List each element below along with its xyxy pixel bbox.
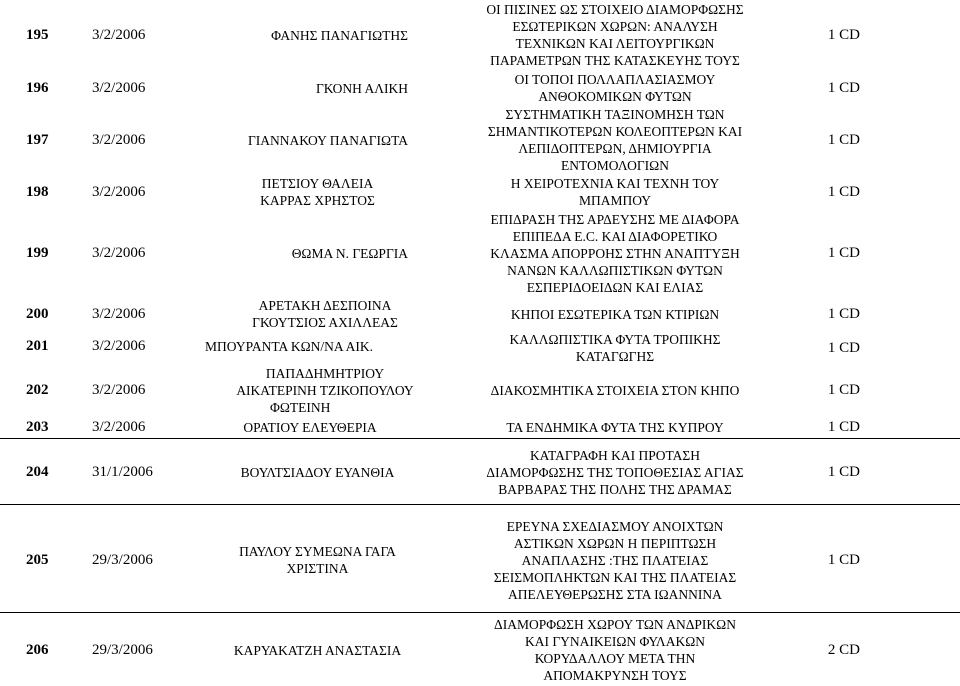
- record-number: 198: [26, 183, 49, 200]
- media-count: 1 CD: [827, 339, 860, 356]
- thesis-title: [440, 0, 790, 70]
- author-line: ΜΠΟΥΡΑΝΤΑ ΚΩΝ/ΝΑ ΑΙΚ.: [205, 338, 373, 354]
- record-date: 31/1/2006: [92, 463, 153, 480]
- record-number: 200: [26, 305, 49, 322]
- author-line: ΓΚΟΥΤΣΙΟΣ ΑΧΙΛΛΕΑΣ: [252, 315, 398, 330]
- title-line: ΔΙΑΜΟΡΦΩΣΗ ΧΩΡΟΥ ΤΩΝ ΑΝΔΡΙΚΩΝ: [494, 617, 736, 632]
- thesis-title: [440, 416, 790, 438]
- author-line: ΘΩΜΑ Ν. ΓΕΩΡΓΙΑ: [291, 245, 408, 261]
- author-line: ΠΑΠΑΔΗΜΗΤΡΙΟΥ: [265, 365, 385, 381]
- record-date: 3/2/2006: [92, 26, 146, 43]
- record-number: 203: [26, 418, 49, 435]
- table-row: [0, 174, 960, 210]
- thesis-title: [440, 332, 790, 364]
- table-row: [0, 70, 960, 106]
- table-row: [0, 296, 960, 332]
- author-name: [205, 106, 408, 174]
- author-name: [205, 510, 430, 610]
- title-line: ΚΛΑΣΜΑ ΑΠΟΡΡΟΗΣ ΣΤΗΝ ΑΝΑΠΤΥΞΗ: [490, 245, 740, 261]
- title-line: ΑΝΘΟΚΟΜΙΚΩΝ ΦΥΤΩΝ: [538, 89, 692, 104]
- media-count: 1 CD: [827, 26, 860, 43]
- record-date: 3/2/2006: [92, 418, 146, 435]
- record-date: 3/2/2006: [92, 244, 146, 261]
- title-line: ΛΕΠΙΔΟΠΤΕΡΩΝ, ΔΗΜΙΟΥΡΓΙΑ: [518, 141, 712, 156]
- author-line: ΦΩΤΕΙΝΗ: [270, 399, 331, 415]
- author-line: ΦΑΝΗΣ ΠΑΝΑΓΙΩΤΗΣ: [271, 27, 408, 43]
- record-number: 204: [26, 463, 49, 480]
- author-line: ΓΙΑΝΝΑΚΟΥ ΠΑΝΑΓΙΩΤΑ: [247, 132, 408, 148]
- author-name: [205, 296, 445, 332]
- thesis-title: [440, 296, 790, 332]
- title-line: ΟΙ ΠΙΣΙΝΕΣ ΩΣ ΣΤΟΙΧΕΙΟ ΔΙΑΜΟΡΦΩΣΗΣ: [486, 2, 744, 17]
- title-line: ΚΑΤΑΓΩΓΗΣ: [575, 349, 655, 364]
- author-line: ΚΑΡΥΑΚΑΤΖΗ ΑΝΑΣΤΑΣΙΑ: [233, 642, 402, 658]
- title-line: ΚΑΛΛΩΠΙΣΤΙΚΑ ΦΥΤΑ ΤΡΟΠΙΚΗΣ: [509, 332, 721, 347]
- author-name: [205, 364, 445, 416]
- record-number: 197: [26, 131, 49, 148]
- title-line: ΣΥΣΤΗΜΑΤΙΚΗ ΤΑΞΙΝΟΜΗΣΗ ΤΩΝ: [505, 107, 725, 122]
- media-count: 1 CD: [827, 551, 860, 568]
- media-count: 2 CD: [827, 641, 860, 658]
- table-row: [0, 210, 960, 296]
- thesis-title: [440, 440, 790, 504]
- record-number: 196: [26, 79, 49, 96]
- record-number: 205: [26, 551, 49, 568]
- title-line: ΚΑΙ ΓΥΝΑΙΚΕΙΩΝ ΦΥΛΑΚΩΝ: [524, 634, 706, 649]
- author-name: [205, 440, 430, 504]
- author-name: [205, 416, 415, 438]
- author-line: ΓΚΟΝΗ ΑΛΙΚΗ: [315, 80, 408, 96]
- author-name: [205, 174, 430, 210]
- title-line: ΚΗΠΟΙ ΕΣΩΤΕΡΙΚΑ ΤΩΝ ΚΤΙΡΙΩΝ: [510, 306, 720, 322]
- thesis-title: [440, 364, 790, 416]
- title-line: ΣΕΙΣΜΟΠΛΗΚΤΩΝ ΚΑΙ ΤΗΣ ΠΛΑΤΕΙΑΣ: [493, 569, 737, 585]
- media-count: 1 CD: [827, 131, 860, 148]
- record-date: 3/2/2006: [92, 381, 146, 398]
- row-divider: [0, 504, 960, 505]
- title-line: ΤΕΧΝΙΚΩΝ ΚΑΙ ΛΕΙΤΟΥΡΓΙΚΩΝ: [515, 36, 715, 51]
- author-name: [205, 332, 445, 360]
- author-line: ΚΑΡΡΑΣ ΧΡΗΣΤΟΣ: [260, 193, 375, 208]
- author-name: [205, 614, 430, 686]
- record-number: 202: [26, 381, 49, 398]
- author-line: ΠΕΤΣΙΟΥ ΘΑΛΕΙΑ: [261, 176, 374, 191]
- title-line: ΑΝΑΠΛΑΣΗΣ :ΤΗΣ ΠΛΑΤΕΙΑΣ: [521, 552, 709, 568]
- table-row: [0, 106, 960, 174]
- record-date: 3/2/2006: [92, 305, 146, 322]
- title-line: ΚΑΤΑΓΡΑΦΗ ΚΑΙ ΠΡΟΤΑΣΗ: [529, 447, 701, 463]
- author-name: [205, 210, 408, 296]
- thesis-title: [440, 510, 790, 610]
- title-line: ΕΣΩΤΕΡΙΚΩΝ ΧΩΡΩΝ: ΑΝΑΛΥΣΗ: [512, 19, 718, 34]
- record-number: 206: [26, 641, 49, 658]
- title-line: ΚΟΡΥΔΑΛΛΟΥ ΜΕΤΑ ΤΗΝ: [534, 651, 696, 666]
- title-line: Η ΧΕΙΡΟΤΕΧΝΙΑ ΚΑΙ ΤΕΧΝΗ ΤΟΥ: [510, 176, 720, 191]
- author-line: ΑΡΕΤΑΚΗ ΔΕΣΠΟΙΝΑ: [258, 298, 392, 313]
- record-date: 3/2/2006: [92, 183, 146, 200]
- media-count: 1 CD: [827, 463, 860, 480]
- title-line: ΜΠΑΜΠΟΥ: [578, 193, 652, 208]
- record-number: 195: [26, 26, 49, 43]
- media-count: 1 CD: [827, 79, 860, 96]
- table-row: [0, 614, 960, 686]
- author-line: ΒΟΥΛΤΣΙΑΔΟΥ ΕΥΑΝΘΙΑ: [240, 464, 395, 480]
- table-row: [0, 416, 960, 438]
- media-count: 1 CD: [827, 418, 860, 435]
- table-row: [0, 364, 960, 416]
- thesis-title: [440, 614, 790, 686]
- author-line: ΟΡΑΤΙΟΥ ΕΛΕΥΘΕΡΙΑ: [243, 419, 377, 435]
- record-date: 3/2/2006: [92, 337, 146, 354]
- title-line: ΕΠΙΔΡΑΣΗ ΤΗΣ ΑΡΔΕΥΣΗΣ ΜΕ ΔΙΑΦΟΡΑ: [490, 211, 740, 227]
- thesis-title: [440, 174, 790, 210]
- title-line: ΝΑΝΩΝ ΚΑΛΛΩΠΙΣΤΙΚΩΝ ΦΥΤΩΝ: [507, 262, 723, 278]
- title-line: ΟΙ ΤΟΠΟΙ ΠΟΛΛΑΠΛΑΣΙΑΣΜΟΥ: [514, 72, 716, 87]
- thesis-title: [440, 106, 790, 174]
- media-count: 1 CD: [827, 305, 860, 322]
- title-line: ΤΑ ΕΝΔΗΜΙΚΑ ΦΥΤΑ ΤΗΣ ΚΥΠΡΟΥ: [506, 419, 724, 435]
- title-line: ΕΝΤΟΜΟΛΟΓΙΩΝ: [561, 158, 669, 173]
- record-date: 3/2/2006: [92, 131, 146, 148]
- record-number: 201: [26, 337, 49, 354]
- table-row: [0, 332, 960, 364]
- thesis-title: [440, 210, 790, 296]
- table-row: [0, 0, 960, 70]
- record-number: 199: [26, 244, 49, 261]
- media-count: 1 CD: [827, 183, 860, 200]
- author-line: ΑΙΚΑΤΕΡΙΝΗ ΤΖΙΚΟΠΟΥΛΟΥ: [236, 382, 414, 398]
- title-line: ΕΠΙΠΕΔΑ Ε.C. ΚΑΙ ΔΙΑΦΟΡΕΤΙΚΟ: [512, 228, 718, 244]
- title-line: ΑΣΤΙΚΩΝ ΧΩΡΩΝ Η ΠΕΡΙΠΤΩΣΗ: [513, 535, 717, 551]
- title-line: ΣΗΜΑΝΤΙΚΟΤΕΡΩΝ ΚΟΛΕΟΠΤΕΡΩΝ ΚΑΙ: [487, 124, 743, 139]
- author-line: ΠΑΥΛΟΥ ΣΥΜΕΩΝΑ ΓΑΓΑ: [239, 544, 396, 559]
- title-line: ΕΡΕΥΝΑ ΣΧΕΔΙΑΣΜΟΥ ΑΝΟΙΧΤΩΝ: [506, 518, 724, 534]
- title-line: ΑΠΕΛΕΥΘΕΡΩΣΗΣ ΣΤΑ ΙΩΑΝΝΙΝΑ: [508, 586, 722, 602]
- record-date: 29/3/2006: [92, 551, 153, 568]
- thesis-title: [440, 70, 790, 106]
- title-line: ΔΙΑΜΟΡΦΩΣΗΣ ΤΗΣ ΤΟΠΟΘΕΣΙΑΣ ΑΓΙΑΣ: [486, 464, 744, 480]
- table-row: [0, 510, 960, 610]
- title-line: ΠΑΡΑΜΕΤΡΩΝ ΤΗΣ ΚΑΤΑΣΚΕΥΗΣ ΤΟΥΣ: [490, 53, 740, 68]
- table-row: [0, 440, 960, 504]
- title-line: ΒΑΡΒΑΡΑΣ ΤΗΣ ΠΟΛΗΣ ΤΗΣ ΔΡΑΜΑΣ: [498, 481, 732, 497]
- author-line: ΧΡΙΣΤΙΝΑ: [286, 561, 349, 576]
- media-count: 1 CD: [827, 244, 860, 261]
- media-count: 1 CD: [827, 381, 860, 398]
- author-name: [205, 0, 408, 70]
- row-divider: [0, 438, 960, 439]
- author-name: [205, 70, 408, 106]
- record-date: 29/3/2006: [92, 641, 153, 658]
- title-line: ΑΠΟΜΑΚΡΥΝΣΗ ΤΟΥΣ: [543, 668, 687, 683]
- record-date: 3/2/2006: [92, 79, 146, 96]
- title-line: ΔΙΑΚΟΣΜΗΤΙΚΑ ΣΤΟΙΧΕΙΑ ΣΤΟΝ ΚΗΠΟ: [490, 382, 740, 398]
- title-line: ΕΣΠΕΡΙΔΟΕΙΔΩΝ ΚΑΙ ΕΛΙΑΣ: [526, 279, 704, 295]
- row-divider: [0, 612, 960, 613]
